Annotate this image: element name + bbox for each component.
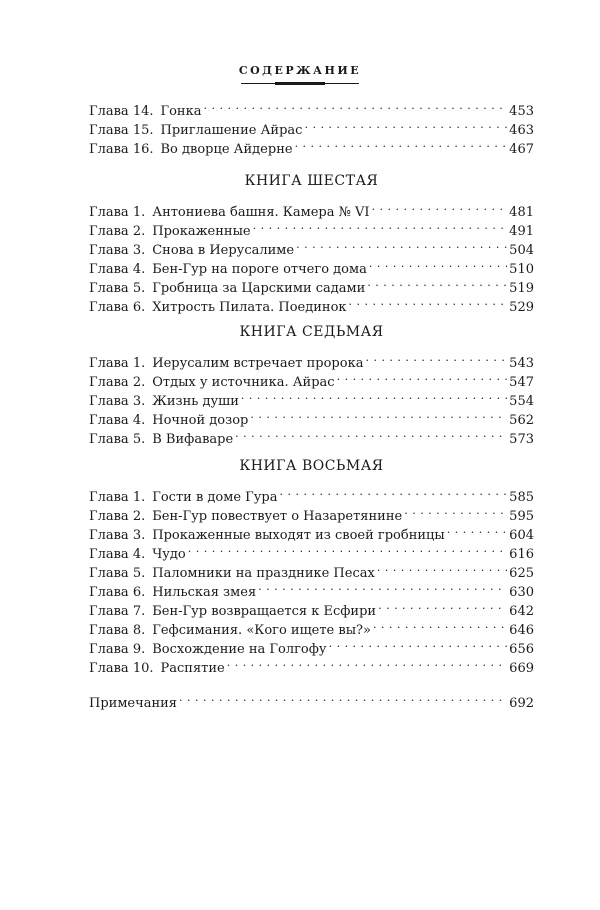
dot-leader <box>250 405 507 424</box>
chapter-title: Антониева башня. Камера № VI <box>152 205 370 220</box>
chapter-label: Глава 4. <box>89 413 146 428</box>
chapter-title: Хитрость Пилата. Поединок <box>152 300 347 315</box>
toc-section-book-six <box>89 171 534 315</box>
chapter-label: Глава 4. <box>89 262 146 277</box>
page-number: 573 <box>509 432 534 447</box>
page-number: 585 <box>509 490 534 505</box>
page-number: 547 <box>509 375 534 390</box>
chapter-label: Глава 7. <box>89 604 146 619</box>
chapter-title: Гефсимания. «Кого ищете вы?» <box>152 623 371 638</box>
chapter-title: Прокаженные выходят из своей гробницы <box>152 528 445 543</box>
chapter-title: Распятие <box>160 661 225 676</box>
dot-leader <box>304 115 507 134</box>
chapter-title: Нильская змея <box>152 585 257 600</box>
chapter-label: Глава 5. <box>89 281 146 296</box>
dot-leader <box>241 386 507 405</box>
running-head <box>0 64 600 84</box>
page-number: 481 <box>509 205 534 220</box>
dot-leader <box>367 273 507 292</box>
dot-leader <box>329 634 508 653</box>
page-number: 463 <box>509 123 534 138</box>
chapter-label: Глава 2. <box>89 509 146 524</box>
chapter-label: Глава 14. <box>89 104 154 119</box>
chapter-label: Глава 1. <box>89 356 146 371</box>
chapter-title: Жизнь души <box>152 394 239 409</box>
page-number: 510 <box>509 262 534 277</box>
page-number: 642 <box>509 604 534 619</box>
page-number: 646 <box>509 623 534 638</box>
toc-section-book-seven <box>89 322 534 447</box>
page-number: 669 <box>509 661 534 676</box>
page-number: 554 <box>509 394 534 409</box>
chapter-title: В Вифаваре <box>152 432 234 447</box>
chapter-label: Глава 1. <box>89 205 146 220</box>
page-number: 692 <box>509 696 534 711</box>
page-number: 625 <box>509 566 534 581</box>
chapter-title: Прокаженные <box>152 224 251 239</box>
running-head-title: СОДЕРЖАНИЕ <box>238 64 362 77</box>
chapter-title: Восхождение на Голгофу <box>152 642 327 657</box>
dot-leader <box>369 254 507 273</box>
toc-entry[interactable] <box>89 197 534 220</box>
chapter-label: Глава 3. <box>89 394 146 409</box>
book-title: КНИГА ВОСЬМАЯ <box>239 458 384 474</box>
chapter-label: Глава 5. <box>89 432 146 447</box>
dot-leader <box>365 348 507 367</box>
page-number: 467 <box>509 142 534 157</box>
page-number: 491 <box>509 224 534 239</box>
toc-entry[interactable] <box>89 348 534 371</box>
book-title: КНИГА ШЕСТАЯ <box>244 173 379 189</box>
page-number: 529 <box>509 300 534 315</box>
page-number: 519 <box>509 281 534 296</box>
chapter-title: Гонка <box>160 104 202 119</box>
page-number: 604 <box>509 528 534 543</box>
page-number: 453 <box>509 104 534 119</box>
chapter-label: Глава 9. <box>89 642 146 657</box>
dot-leader <box>203 96 507 115</box>
dot-leader <box>373 615 507 634</box>
page-number: 630 <box>509 585 534 600</box>
chapter-label: Глава 2. <box>89 375 146 390</box>
toc-entry[interactable] <box>89 482 534 505</box>
chapter-label: Глава 2. <box>89 224 146 239</box>
toc-entry-notes[interactable] <box>89 688 534 711</box>
dot-leader <box>337 367 508 386</box>
chapter-label: Глава 10. <box>89 661 154 676</box>
dot-leader <box>227 653 507 672</box>
chapter-title: Приглашение Айрас <box>160 123 303 138</box>
dot-leader <box>378 596 507 615</box>
chapter-label: Глава 8. <box>89 623 146 638</box>
chapter-label: Глава 3. <box>89 528 146 543</box>
dot-leader <box>179 688 507 707</box>
chapter-title: Чудо <box>152 547 186 562</box>
notes-title: Примечания <box>89 696 178 711</box>
toc-section-continued <box>89 96 534 157</box>
chapter-label: Глава 15. <box>89 123 154 138</box>
dot-leader <box>377 558 507 577</box>
chapter-label: Глава 1. <box>89 490 146 505</box>
dot-leader <box>296 235 507 254</box>
dot-leader <box>349 292 508 311</box>
chapter-title: Снова в Иерусалиме <box>152 243 295 258</box>
page-number: 504 <box>509 243 534 258</box>
dot-leader <box>188 539 507 558</box>
chapter-label: Глава 6. <box>89 300 146 315</box>
toc-section-book-eight <box>89 456 534 676</box>
chapter-title: Ночной дозор <box>152 413 249 428</box>
chapter-label: Глава 3. <box>89 243 146 258</box>
chapter-title: Во дворце Айдерне <box>160 142 293 157</box>
chapter-label: Глава 6. <box>89 585 146 600</box>
chapter-title: Бен-Гур повествует о Назаретянине <box>152 509 403 524</box>
page-number: 595 <box>509 509 534 524</box>
chapter-title: Бен-Гур возвращается к Есфири <box>152 604 377 619</box>
dot-leader <box>295 134 508 153</box>
chapter-label: Глава 5. <box>89 566 146 581</box>
toc-section-notes <box>89 688 534 711</box>
page-number: 562 <box>509 413 534 428</box>
chapter-title: Бен-Гур на пороге отчего дома <box>152 262 367 277</box>
dot-leader <box>253 216 508 235</box>
chapter-title: Гробница за Царскими садами <box>152 281 366 296</box>
toc-entry[interactable] <box>89 96 534 119</box>
dot-leader <box>404 501 507 520</box>
chapter-label: Глава 4. <box>89 547 146 562</box>
chapter-title: Гости в доме Гура <box>152 490 278 505</box>
dot-leader <box>235 424 507 443</box>
page-number: 616 <box>509 547 534 562</box>
chapter-title: Отдых у источника. Айрас <box>152 375 335 390</box>
chapter-title: Иерусалим встречает пророка <box>152 356 364 371</box>
dot-leader <box>258 577 507 596</box>
page-number: 656 <box>509 642 534 657</box>
chapter-label: Глава 16. <box>89 142 154 157</box>
running-head-rule <box>241 83 359 84</box>
book-title: КНИГА СЕДЬМАЯ <box>239 324 384 340</box>
dot-leader <box>280 482 508 501</box>
toc-entry[interactable] <box>89 115 534 138</box>
toc-entry[interactable] <box>89 134 534 157</box>
dot-leader <box>447 520 507 539</box>
page-number: 543 <box>509 356 534 371</box>
chapter-title: Паломники на празднике Песах <box>152 566 375 581</box>
dot-leader <box>372 197 508 216</box>
